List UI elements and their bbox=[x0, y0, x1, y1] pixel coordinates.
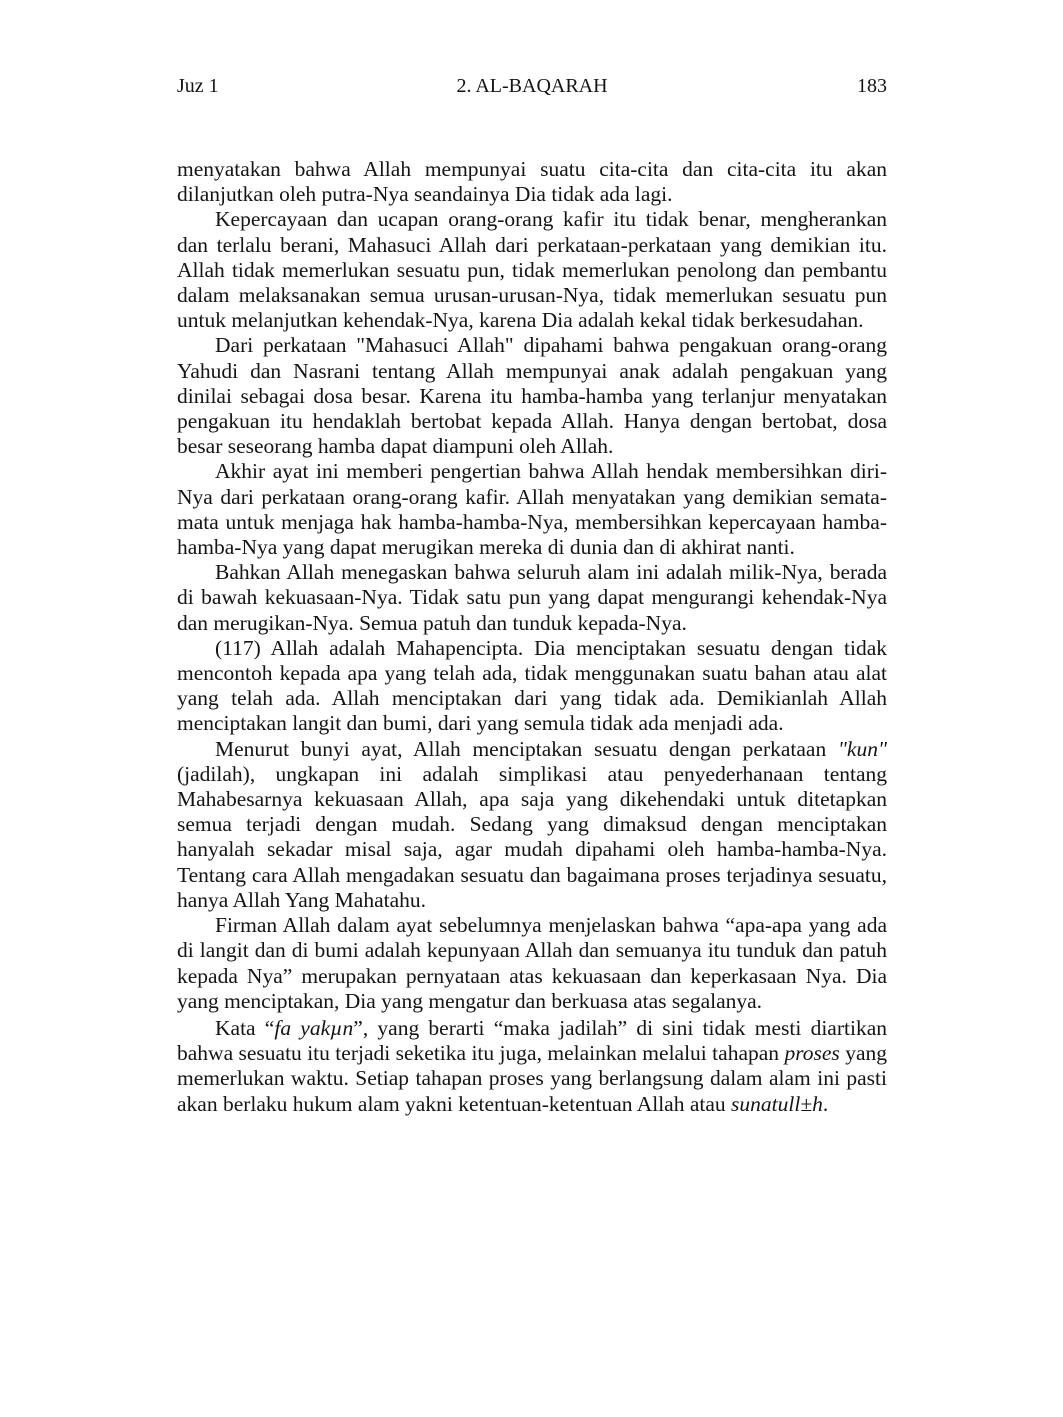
paragraph: Bahkan Allah menegaskan bahwa seluruh alam ini adalah milik-Nya, berada di bawah kekuasaan-Nya. Tidak satu pun yang dapat mengurangi kehendak-Nya dan merugikan-Nya. Semua patuh dan tunduk kepada-Nya. bbox=[177, 560, 887, 635]
paragraph: Menurut bunyi ayat, Allah menciptakan sesuatu dengan perkataan "kun" (jadilah), ungkapan ini adalah simplikasi atau penyederhanaan tentang Mahabesarnya kekuasaan Allah, apa saja yang dikehendaki untuk ditetapkan semua terjadi dengan mudah. Sedang yang dimaksud dengan menciptakan hanyalah sekadar misal saja, agar mudah dipahami oleh hamba-hamba-Nya. Tentang cara Allah mengadakan sesuatu dan bagaimana proses terjadinya sesuatu, hanya Allah Yang Mahatahu. bbox=[177, 736, 887, 912]
surah-title: 2. AL-BAQARAH bbox=[456, 75, 608, 97]
paragraph: Firman Allah dalam ayat sebelumnya menjelaskan bahwa “apa-apa yang ada di langit dan di bumi adalah kepunyaan Allah dan semuanya itu tunduk dan patuh kepada Nya” merupakan pernyataan atas kekuasaan dan keperkasaan Nya. Dia yang menciptakan, Dia yang mengatur dan berkuasa atas segalanya. bbox=[177, 913, 887, 1013]
paragraph: Dari perkataan "Mahasuci Allah" dipahami bahwa pengakuan orang-orang Yahudi dan Nasrani tentang Allah mempunyai anak adalah pengakuan yang dinilai sebagai dosa besar. Karena itu hamba-hamba yang terlanjur menyatakan pengakuan itu hendaklah bertobat kepada Allah. Hanya dengan bertobat, dosa besar seseorang hamba dapat diampuni oleh Allah. bbox=[177, 333, 887, 459]
italic-term: "kun" bbox=[837, 736, 887, 761]
paragraph: Kata “fa yakµn”, yang berarti “maka jadilah” di sini tidak mesti diartikan bahwa sesuatu itu terjadi seketika itu juga, melainkan melalui tahapan proses yang memerlukan waktu. Setiap tahapan proses yang berlangsung dalam alam ini pasti akan berlaku hukum alam yakni ketentuan-ketentuan Allah atau sunatull±h. bbox=[177, 1015, 887, 1116]
italic-term: proses bbox=[784, 1041, 840, 1066]
paragraph: Akhir ayat ini memberi pengertian bahwa Allah hendak membersihkan diri-Nya dari perkataan orang-orang kafir. Allah menyatakan yang demikian semata-mata untuk menjaga hak hamba-hamba-Nya, membersihkan kepercayaan hamba-hamba-Nya yang dapat merugikan mereka di dunia dan di akhirat nanti. bbox=[177, 459, 887, 560]
juz-label: Juz 1 bbox=[177, 75, 219, 97]
body-text bbox=[177, 157, 887, 1117]
paragraph: (117) Allah adalah Mahapencipta. Dia menciptakan sesuatu dengan tidak mencontoh kepada apa yang telah ada, tidak menggunakan suatu bahan atau alat yang telah ada. Allah menciptakan dari yang tidak ada. Demikianlah Allah menciptakan langit dan bumi, dari yang semula tidak ada menjadi ada. bbox=[177, 635, 887, 736]
paragraph: Kepercayaan dan ucapan orang-orang kafir itu tidak benar, mengherankan dan terlalu berani, Mahasuci Allah dari perkataan-perkataan yang demikian itu. Allah tidak memerlukan sesuatu pun, tidak memerlukan penolong dan pembantu dalam melaksanakan semua urusan-urusan-Nya, tidak memerlukan sesuatu pun untuk melanjutkan kehendak-Nya, karena Dia adalah kekal tidak berkesudahan. bbox=[177, 207, 887, 333]
italic-term: fa yakµn bbox=[274, 1015, 354, 1040]
italic-term: sunatull±h bbox=[731, 1091, 823, 1116]
paragraph: menyatakan bahwa Allah mempunyai suatu cita-cita dan cita-cita itu akan dilanjutkan oleh putra-Nya seandainya Dia tidak ada lagi. bbox=[177, 157, 887, 207]
page-number: 183 bbox=[857, 75, 887, 97]
running-header bbox=[177, 72, 887, 100]
